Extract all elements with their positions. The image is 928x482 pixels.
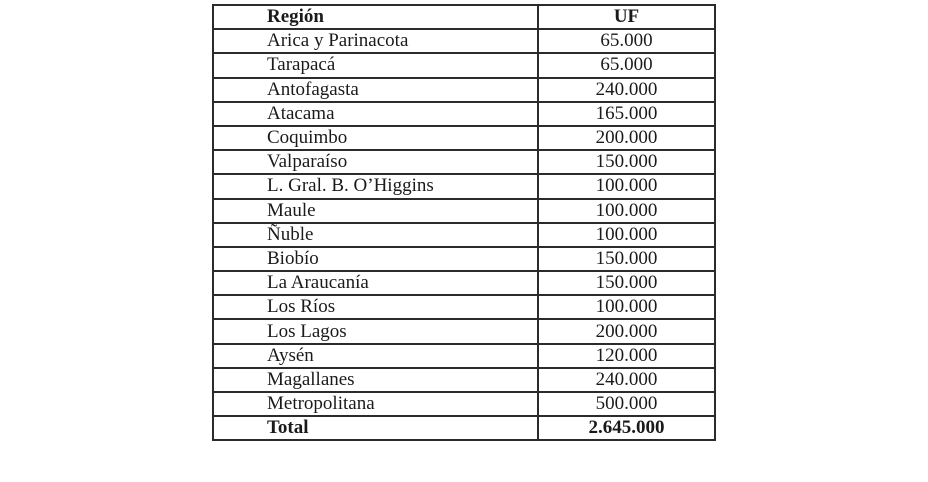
region-uf-table-container bbox=[212, 4, 714, 441]
uf-value-cell: 165.000 bbox=[538, 102, 715, 126]
region-name-cell: Aysén bbox=[213, 344, 538, 368]
uf-value-cell: 150.000 bbox=[538, 247, 715, 271]
table-row bbox=[213, 344, 715, 368]
table-row bbox=[213, 126, 715, 150]
table-row bbox=[213, 29, 715, 53]
uf-value-cell: 200.000 bbox=[538, 126, 715, 150]
table-row bbox=[213, 78, 715, 102]
uf-value-cell: 500.000 bbox=[538, 392, 715, 416]
uf-value-cell: 240.000 bbox=[538, 368, 715, 392]
table-row bbox=[213, 392, 715, 416]
table-header-row bbox=[213, 5, 715, 29]
region-name-cell: Magallanes bbox=[213, 368, 538, 392]
table-row bbox=[213, 247, 715, 271]
uf-value-cell: 150.000 bbox=[538, 271, 715, 295]
header-uf: UF bbox=[538, 5, 715, 29]
table-body bbox=[213, 29, 715, 416]
uf-value-cell: 120.000 bbox=[538, 344, 715, 368]
region-name-cell: Antofagasta bbox=[213, 78, 538, 102]
uf-value-cell: 100.000 bbox=[538, 223, 715, 247]
table-row bbox=[213, 174, 715, 198]
table-row bbox=[213, 295, 715, 319]
region-name-cell: Ñuble bbox=[213, 223, 538, 247]
uf-value-cell: 100.000 bbox=[538, 295, 715, 319]
region-name-cell: La Araucanía bbox=[213, 271, 538, 295]
region-name-cell: Coquimbo bbox=[213, 126, 538, 150]
region-uf-table bbox=[212, 4, 716, 441]
table-row bbox=[213, 150, 715, 174]
region-name-cell: Atacama bbox=[213, 102, 538, 126]
region-name-cell: Biobío bbox=[213, 247, 538, 271]
region-name-cell: Los Ríos bbox=[213, 295, 538, 319]
table-row bbox=[213, 199, 715, 223]
table-row bbox=[213, 368, 715, 392]
table-row bbox=[213, 271, 715, 295]
uf-value-cell: 150.000 bbox=[538, 150, 715, 174]
region-name-cell: Metropolitana bbox=[213, 392, 538, 416]
uf-value-cell: 200.000 bbox=[538, 319, 715, 343]
uf-value-cell: 65.000 bbox=[538, 53, 715, 77]
region-name-cell: L. Gral. B. O’Higgins bbox=[213, 174, 538, 198]
table-row bbox=[213, 53, 715, 77]
region-name-cell: Valparaíso bbox=[213, 150, 538, 174]
table-total-row bbox=[213, 416, 715, 440]
uf-value-cell: 100.000 bbox=[538, 199, 715, 223]
region-name-cell: Arica y Parinacota bbox=[213, 29, 538, 53]
header-region: Región bbox=[213, 5, 538, 29]
table-row bbox=[213, 223, 715, 247]
region-name-cell: Maule bbox=[213, 199, 538, 223]
uf-value-cell: 240.000 bbox=[538, 78, 715, 102]
total-uf: 2.645.000 bbox=[538, 416, 715, 440]
region-name-cell: Los Lagos bbox=[213, 319, 538, 343]
region-name-cell: Tarapacá bbox=[213, 53, 538, 77]
total-label: Total bbox=[213, 416, 538, 440]
table-row bbox=[213, 319, 715, 343]
uf-value-cell: 100.000 bbox=[538, 174, 715, 198]
uf-value-cell: 65.000 bbox=[538, 29, 715, 53]
table-row bbox=[213, 102, 715, 126]
